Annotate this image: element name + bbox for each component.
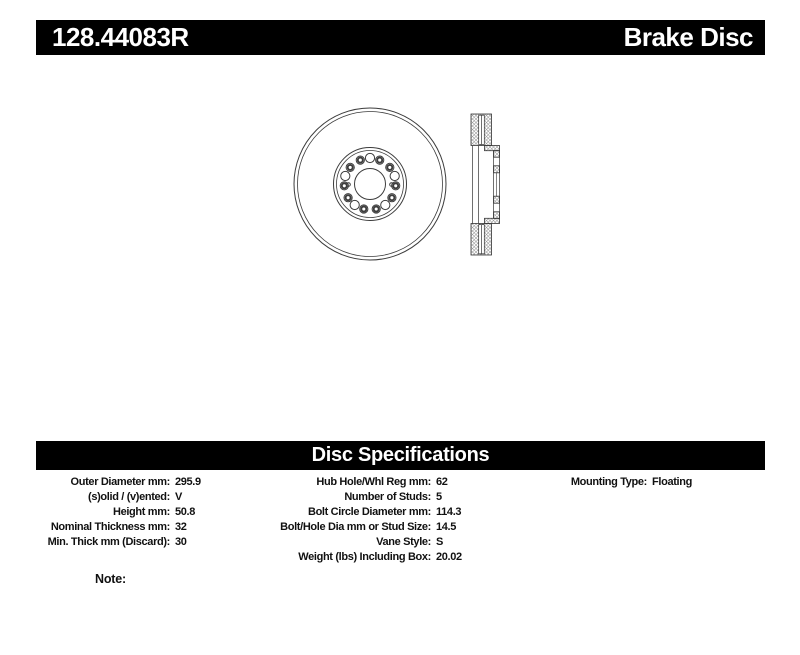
spec-row xyxy=(20,520,270,535)
spec-row xyxy=(270,550,550,565)
spec-label: Height mm: xyxy=(112,506,170,518)
spec-label: Bolt Circle Diameter mm: xyxy=(307,506,431,518)
brake-disc-front-view xyxy=(294,108,446,260)
spec-label: (s)olid / (v)ented: xyxy=(88,491,170,503)
spec-value: 5 xyxy=(436,491,442,503)
section-title: Disc Specifications xyxy=(311,444,490,466)
spec-value: 30 xyxy=(175,536,187,548)
spec-row xyxy=(20,535,270,550)
small-hole-left xyxy=(347,183,351,187)
spec-label: Bolt/Hole Dia mm or Stud Size: xyxy=(280,521,431,533)
spec-row xyxy=(20,490,270,505)
spec-value: 32 xyxy=(175,521,187,533)
spec-row xyxy=(270,475,550,490)
spec-value: V xyxy=(175,491,182,503)
spec-value: 20.02 xyxy=(436,551,462,563)
spec-label: Outer Diameter mm: xyxy=(70,476,170,488)
spec-label: Hub Hole/Whl Reg mm: xyxy=(316,476,431,488)
spec-row xyxy=(20,475,270,490)
spec-label: Mounting Type: xyxy=(570,476,647,488)
spec-value: 14.5 xyxy=(436,521,457,533)
spec-value: Floating xyxy=(652,476,692,488)
spec-value: S xyxy=(436,536,443,548)
small-hole-right xyxy=(390,183,394,187)
spec-row xyxy=(545,475,785,490)
spec-row xyxy=(270,490,550,505)
spec-value: 295.9 xyxy=(175,476,201,488)
spec-column-right xyxy=(545,475,785,490)
spec-row xyxy=(270,520,550,535)
note-label: Note: xyxy=(95,572,126,586)
product-type-title: Brake Disc xyxy=(623,22,753,52)
spec-label: Vane Style: xyxy=(376,536,431,548)
spec-label: Min. Thick mm (Discard): xyxy=(47,536,170,548)
bolt-hole-pattern xyxy=(340,153,400,213)
spec-label: Number of Studs: xyxy=(344,491,431,503)
spec-value: 50.8 xyxy=(175,506,196,518)
header-bar xyxy=(36,20,765,55)
spec-row xyxy=(20,505,270,520)
spec-label: Weight (lbs) Including Box: xyxy=(298,551,431,563)
spec-row xyxy=(270,505,550,520)
spec-value: 114.3 xyxy=(436,506,462,518)
brake-disc-cross-section xyxy=(471,114,500,255)
part-number: 128.44083R xyxy=(52,22,189,52)
spec-column-left xyxy=(20,475,270,550)
hub-center-hole xyxy=(355,169,386,200)
spec-value: 62 xyxy=(436,476,448,488)
spec-label: Nominal Thickness mm: xyxy=(50,521,170,533)
disc-specifications-bar xyxy=(36,441,765,470)
spec-column-middle xyxy=(270,475,550,565)
spec-row xyxy=(270,535,550,550)
